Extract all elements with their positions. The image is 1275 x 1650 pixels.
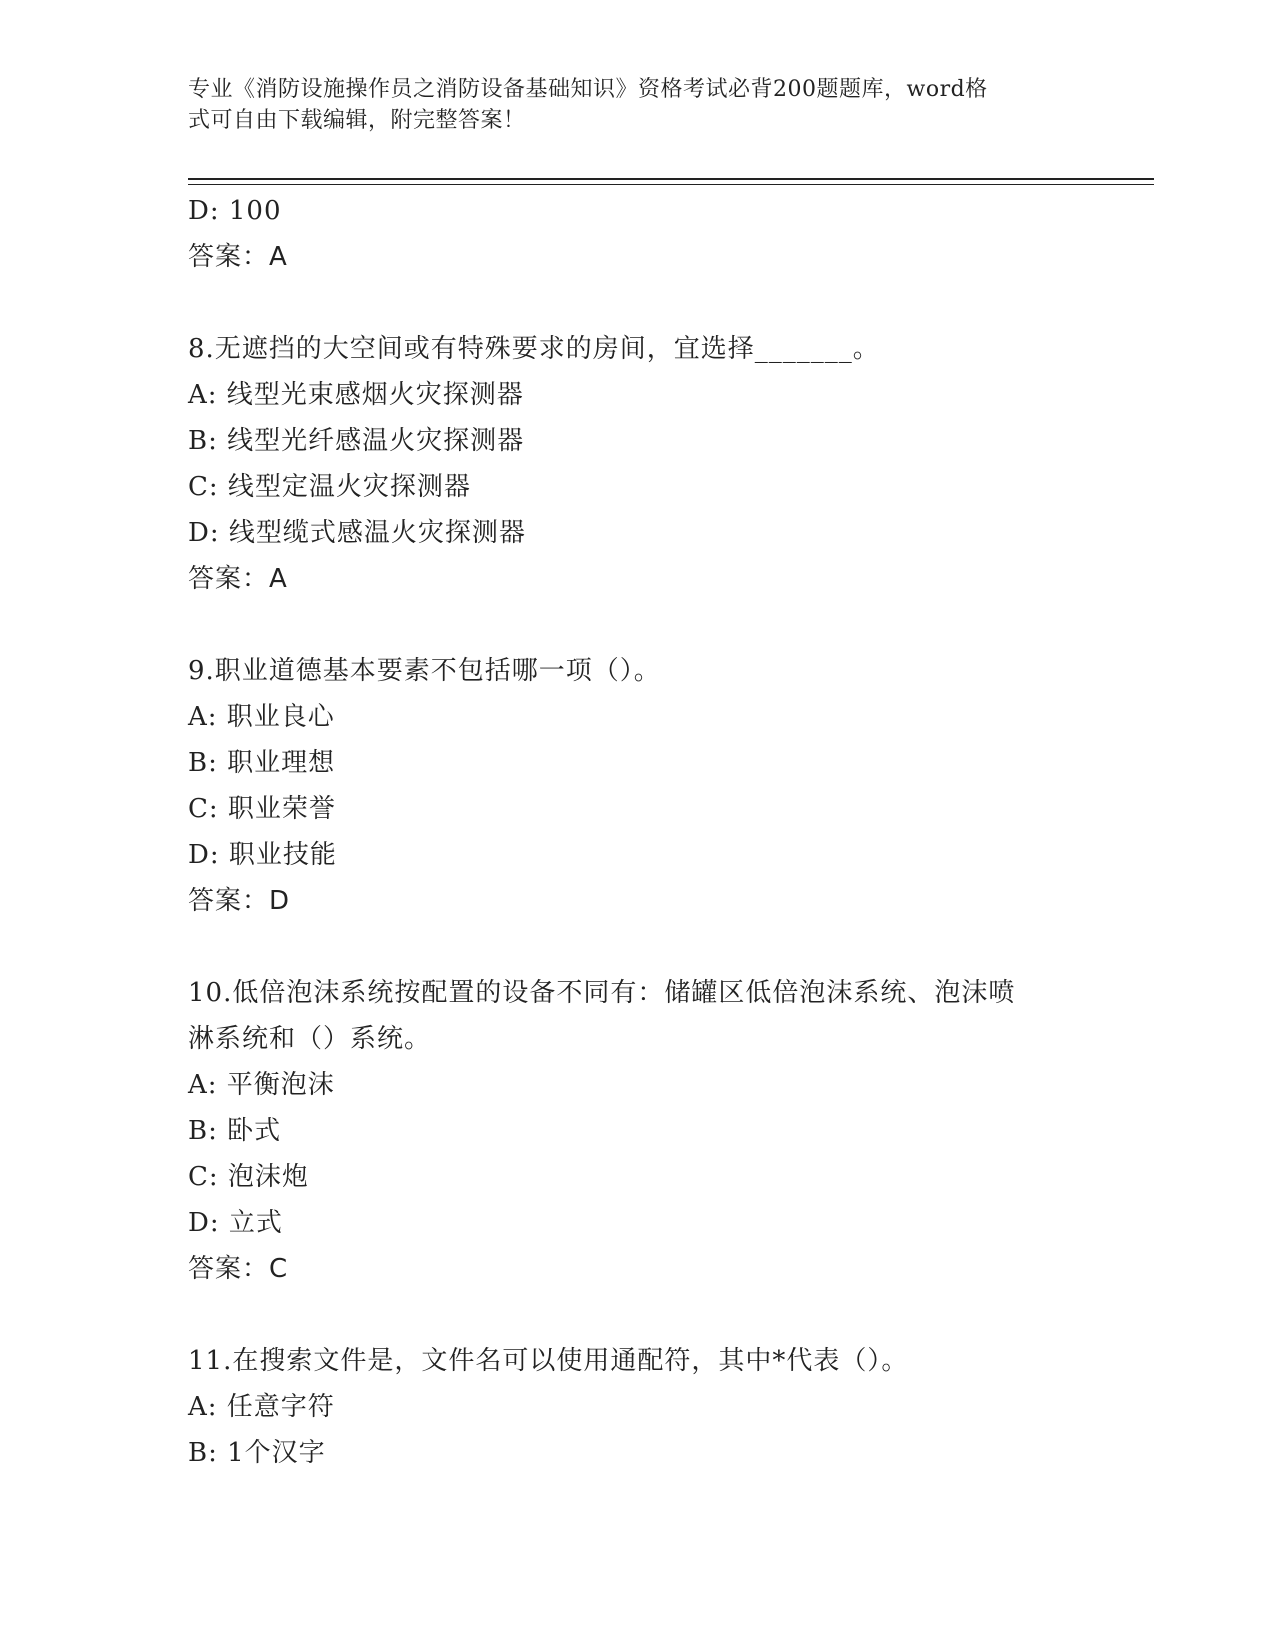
option-a: A: 线型光束感烟火灾探测器 — [188, 380, 524, 410]
question-block-11 — [188, 1338, 1088, 1476]
option-d: D: 职业技能 — [188, 840, 337, 870]
header-title-line-2: 式可自由下载编辑，附完整答案！ — [188, 108, 526, 133]
question-text: 11.在搜索文件是，文件名可以使用通配符，其中*代表（）。 — [188, 1346, 909, 1376]
option-a: A: 任意字符 — [188, 1392, 335, 1422]
spacer — [188, 280, 1088, 326]
question-text: 9.职业道德基本要素不包括哪一项（）。 — [188, 656, 661, 686]
header-divider-thin — [188, 184, 1154, 185]
option-c: C: 泡沫炮 — [188, 1162, 309, 1192]
option-c: C: 线型定温火灾探测器 — [188, 472, 471, 502]
question-block-9 — [188, 648, 1088, 924]
question-block-8 — [188, 326, 1088, 602]
answer-line: 答案：A — [188, 242, 288, 272]
document-header — [188, 74, 1088, 136]
answer-line: 答案：C — [188, 1254, 289, 1284]
option-b: B: 卧式 — [188, 1116, 282, 1146]
answer-line: 答案：D — [188, 886, 291, 916]
question-block-10 — [188, 970, 1088, 1292]
option-d: D: 100 — [188, 196, 282, 226]
option-b: B: 线型光纤感温火灾探测器 — [188, 426, 525, 456]
option-a: A: 职业良心 — [188, 702, 335, 732]
header-title-line-1: 专业《消防设施操作员之消防设备基础知识》资格考试必背200题题库，word格 — [188, 77, 988, 102]
option-b: B: 职业理想 — [188, 748, 336, 778]
spacer — [188, 602, 1088, 648]
question-block-7 — [188, 188, 1088, 280]
option-d: D: 立式 — [188, 1208, 283, 1238]
option-b: B: 1个汉字 — [188, 1438, 326, 1468]
question-text: 8.无遮挡的大空间或有特殊要求的房间，宜选择_______。 — [188, 334, 880, 364]
option-d: D: 线型缆式感温火灾探测器 — [188, 518, 526, 548]
question-text-line-1: 10.低倍泡沫系统按配置的设备不同有：储罐区低倍泡沫系统、泡沫喷 — [188, 978, 1016, 1008]
spacer — [188, 1292, 1088, 1338]
answer-line: 答案：A — [188, 564, 288, 594]
header-divider-thick — [188, 178, 1154, 180]
question-text-line-2: 淋系统和（）系统。 — [188, 1024, 432, 1054]
spacer — [188, 924, 1088, 970]
option-a: A: 平衡泡沫 — [188, 1070, 335, 1100]
option-c: C: 职业荣誉 — [188, 794, 336, 824]
question-list — [188, 188, 1088, 1476]
